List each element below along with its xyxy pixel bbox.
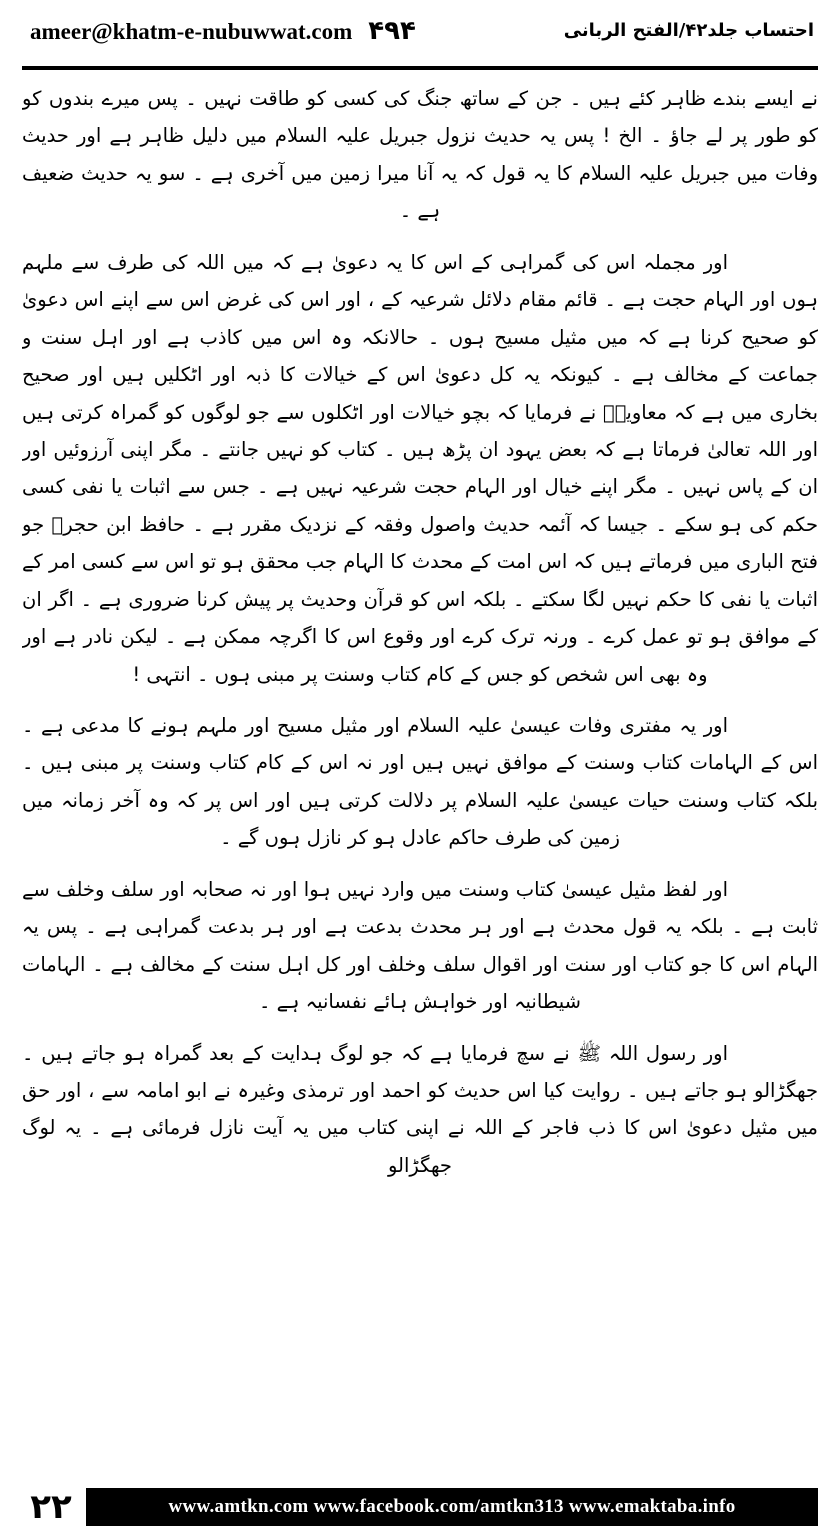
header-left-group	[30, 16, 416, 46]
page-number-box	[22, 1480, 80, 1534]
paragraph: اور رسول اللہ ﷺ نے سچ فرمایا ہے کہ جو لوگ ہدایت کے بعد گمراہ ہو جاتے ہیں ۔ جھگڑالو ہو جاتے ہیں ۔ روایت کیا اس حدیث کو احمد اور ترمذی وغیرہ نے ابو امامہ سے ، اور حق میں مثیل دعویٰ اس کا ذب فاجر کے اللہ نے اپنی کتاب میں یہ آیت نازل فرمائی ہے ۔ یہ لوگ جھگڑالو	[22, 1041, 818, 1177]
footer-links[interactable]: www.amtkn.com www.facebook.com/amtkn313 www.emaktaba.info	[168, 1496, 736, 1517]
page-footer	[0, 1474, 840, 1540]
paragraph: اور لفظ مثیل عیسیٰ کتاب وسنت میں وارد نہیں ہوا اور نہ صحابہ اور سلف وخلف سے ثابت ہے ۔ بلکہ یہ قول محدث ہے اور ہر محدث بدعت ہے اور ہر بدعت گمراہی ہے ۔ پس یہ الہام اس کا جو کتاب اور سنت اور اقوال سلف وخلف اور کل اہل سنت کے مخالف ہے ۔ الہامات شیطانیہ اور خواہش ہائے نفسانیہ ہے ۔	[22, 877, 818, 1014]
body-text	[22, 80, 818, 1430]
footer-bar	[86, 1488, 818, 1526]
header-book-title: احتساب جلد۴۲/الفتح الربانی	[563, 19, 814, 41]
paragraph: اور مجملہ اس کی گمراہی کے اس کا یہ دعویٰ ہے کہ میں اللہ کی طرف سے ملہم ہوں اور الہام حجت ہے ۔ قائم مقام دلائل شرعیہ کے ، اور اس کی غرض اس سے اپنے اس دعویٰ کو صحیح کرنا ہے کہ میں مثیل مسیح ہوں ۔ حالانکہ وہ اس میں کاذب ہے اور اہل سنت و جماعت کے مخالف ہے ۔ کیونکہ یہ کل دعویٰ اس کے خیالات کا ذبہ اور اٹکلیں ہیں اور صحیح بخاری میں ہے کہ معاویہؓ نے فرمایا کہ بچو خیالات اور اٹکلوں سے جو لوگوں کو گمراہ کرتی ہیں اور اللہ تعالیٰ فرماتا ہے کہ بعض یہود ان پڑھ ہیں ۔ کتاب کو نہیں جانتے ۔ مگر اپنی آرزوئیں اور ان کے پاس نہیں ۔ مگر اپنے خیال اور الہام حجت شرعیہ نہیں ہے ۔ جس سے اثبات یا نفی کسی حکم کی ہو سکے ۔ جیسا کہ آئمہ حدیث واصول وفقہ کے نزدیک مقرر ہے ۔ حافظ ابن حجرؒ جو فتح الباری میں فرماتے ہیں کہ اس امت کے محدث کا الہام جب محقق ہو تو اس سے کسی امر کے اثبات یا نفی کا حکم نہیں لگا سکتے ۔ بلکہ اس کو قرآن وحدیث پر پیش کرنا ضروری ہے ۔ اگر ان کے موافق ہو تو عمل کرے ۔ ورنہ ترک کرے اور وقوع اس کا اگرچہ ممکن ہے ۔ لیکن نادر ہے اور وہ بھی اس شخص کو جس کے کام کتاب وسنت پر مبنی ہوں ۔ انتہی !	[22, 250, 818, 686]
page-header	[0, 0, 840, 62]
header-folio-number: ۴۹۴	[368, 16, 416, 46]
page-number: ۲۲	[30, 1487, 72, 1527]
header-divider	[22, 66, 818, 70]
paragraph: نے ایسے بندے ظاہر کئے ہیں ۔ جن کے ساتھ جنگ کی کسی کو طاقت نہیں ۔ پس میرے بندوں کو کو طور پر لے جاؤ ۔ الخ ! پس یہ حدیث نزول جبریل علیہ السلام میں دلیل ظاہر ہے اور حدیث وفات میں جبریل علیہ السلام کا یہ قول کہ یہ آنا میرا زمین میں آخری ہے ۔ سو یہ حدیث ضعیف ہے ۔	[22, 87, 818, 223]
paragraph: اور یہ مفتری وفات عیسیٰ علیہ السلام اور مثیل مسیح اور ملہم ہونے کا مدعی ہے ۔ اس کے الہامات کتاب وسنت کے موافق نہیں ہیں اور نہ اس کے کام کتاب وسنت پر مبنی ہیں ۔ بلکہ کتاب وسنت حیات عیسیٰ علیہ السلام پر دلالت کرتی ہیں اور اس پر کہ وہ آخر زمانہ میں زمین کی طرف حاکم عادل ہو کر نازل ہوں گے ۔	[22, 714, 818, 850]
header-email: ameer@khatm-e-nubuwwat.com	[30, 19, 353, 44]
